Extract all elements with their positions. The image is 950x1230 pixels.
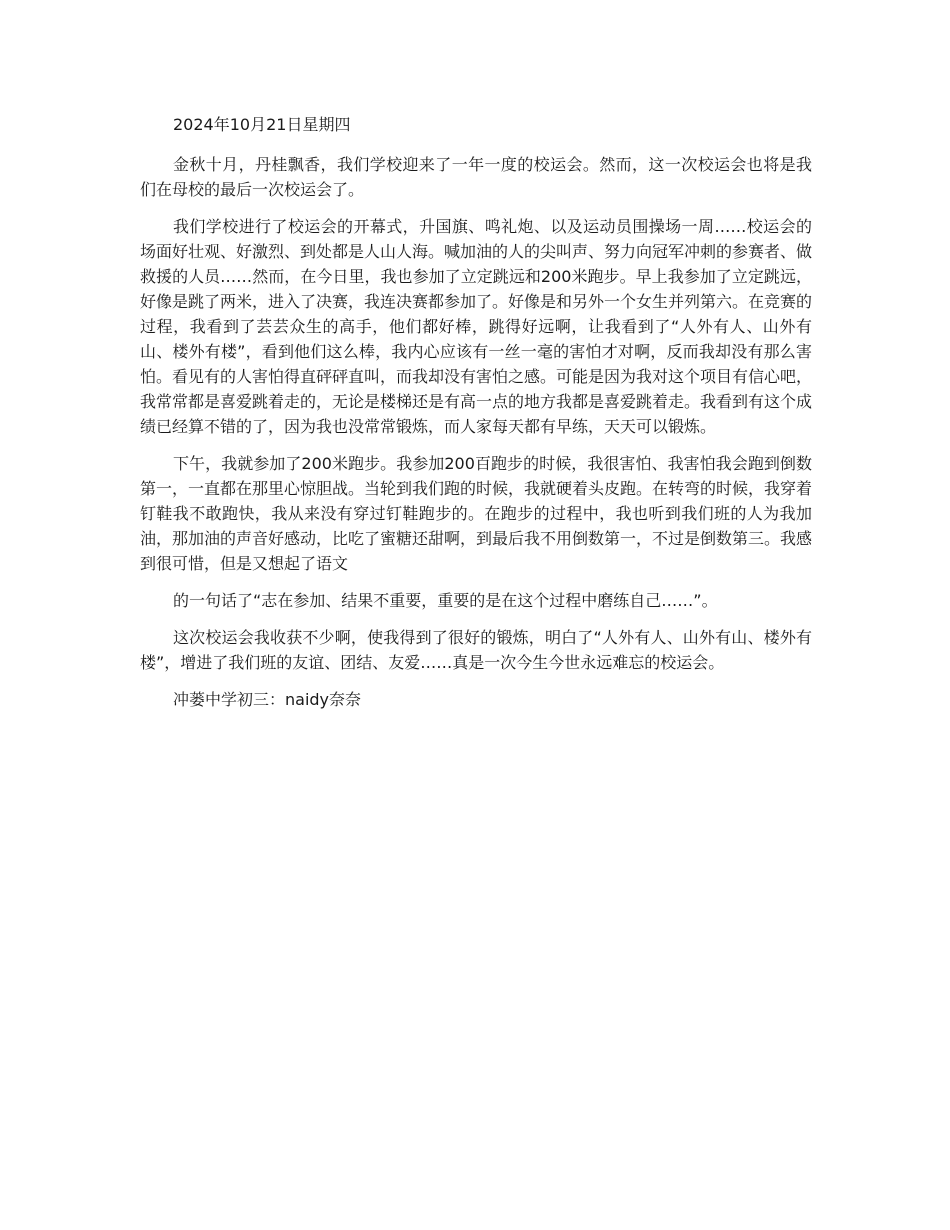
date-line: 2024年10月21日星期四	[173, 115, 351, 134]
paragraph-morning: 我们学校进行了校运会的开幕式，升国旗、鸣礼炮、以及运动员围操场一周……校运会的场面好壮观、好激烈、到处都是人山人海。喊加油的人的尖叫声、努力向冠军冲刺的参赛者、做救援的人员……然而，在今日里，我也参加了立定跳远和200米跑步。早上我参加了立定跳远，好像是跳了两米，进入了决赛，我连决赛都参加了。好像是和另外一个女生并列第六。在竞赛的过程，我看到了芸芸众生的高手，他们都好棒，跳得好远啊，让我看到了“人外有人、山外有山、楼外有楼”，看到他们这么棒，我内心应该有一丝一毫的害怕才对啊，反而我却没有那么害怕。看见有的人害怕得直砰砰直叫，而我却没有害怕之感。可能是因为我对这个项目有信心吧，我常常都是喜爱跳着走的，无论是楼梯还是有高一点的地方我都是喜爱跳着走。我看到有这个成绩已经算不错的了，因为我也没常常锻炼，而人家每天都有早练，天天可以锻炼。	[140, 217, 813, 436]
paragraph-afternoon: 下午，我就参加了200米跑步。我参加200百跑步的时候，我很害怕、我害怕我会跑到倒数第一，一直都在那里心惊胆战。当轮到我们跑的时候，我就硬着头皮跑。在转弯的时候，我穿着钉鞋我不敢跑快，我从来没有穿过钉鞋跑步的。在跑步的过程中，我也听到我们班的人为我加油，那加油的声音好感动，比吃了蜜糖还甜啊，到最后我不用倒数第一，不过是倒数第三。我感到很可惜，但是又想起了语文	[140, 454, 813, 573]
document-body	[140, 112, 812, 724]
paragraph-quote: 的一句话了“志在参加、结果不重要，重要的是在这个过程中磨练自己……”。	[173, 591, 718, 610]
signature-line: 冲蒌中学初三：naidy奈奈	[173, 690, 362, 709]
paragraph-conclusion: 这次校运会我收获不少啊，使我得到了很好的锻炼，明白了“人外有人、山外有山、楼外有楼”，增进了我们班的友谊、团结、友爱……真是一次今生今世永远难忘的校运会。	[140, 628, 812, 672]
paragraph-intro: 金秋十月，丹桂飘香，我们学校迎来了一年一度的校运会。然而，这一次校运会也将是我们在母校的最后一次校运会了。	[140, 155, 812, 199]
